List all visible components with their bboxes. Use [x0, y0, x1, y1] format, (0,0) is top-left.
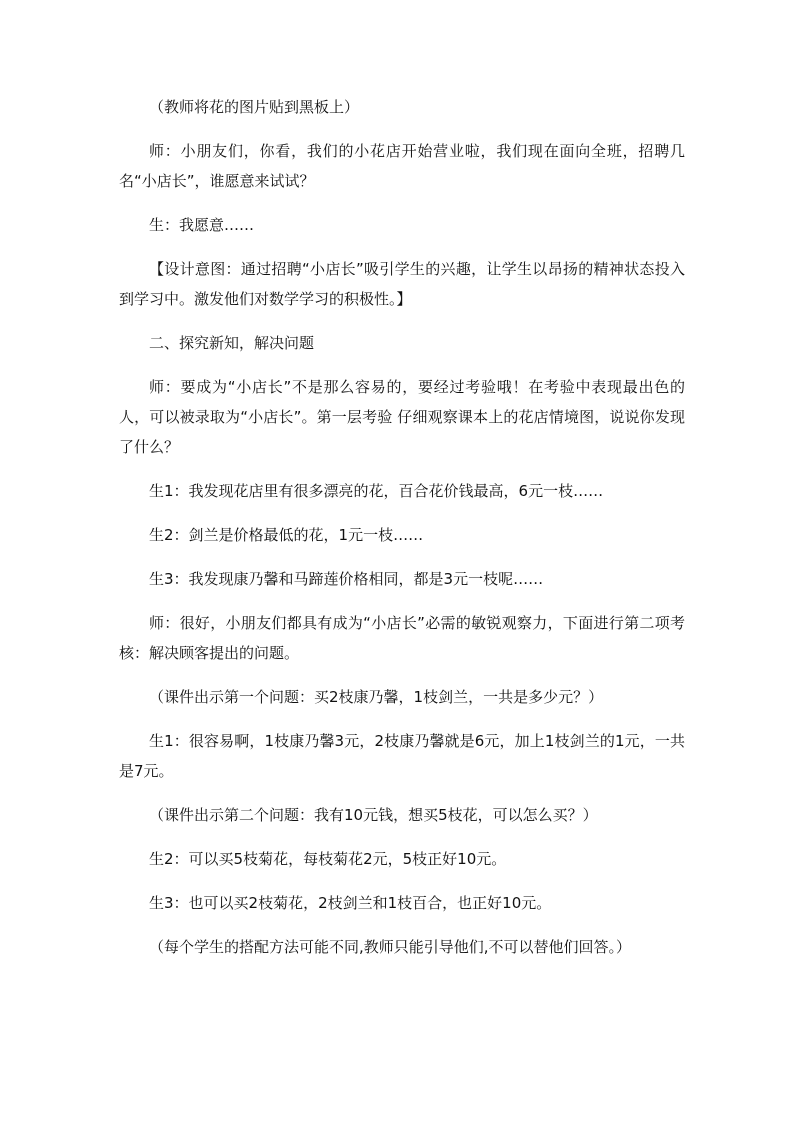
paragraph-design-intent: 【设计意图：通过招聘“小店长”吸引学生的兴趣，让学生以昂扬的精神状态投入到学习中。激发他们对数学学习的积极性。】 [119, 260, 685, 308]
paragraph-student1-lily: 生1：我发现花店里有很多漂亮的花，百合花价钱最高，6元一枝…… [149, 482, 604, 500]
section-heading-explore: 二、探究新知，解决问题 [149, 334, 315, 352]
paragraph-student2-gladiolus: 生2：剑兰是价格最低的花，1元一枝…… [149, 526, 424, 544]
paragraph-teacher-note: （每个学生的搭配方法可能不同,教师只能引导他们,不可以替他们回答。） [149, 938, 632, 956]
document-page [119, 92, 685, 976]
paragraph-student-willing: 生：我愿意…… [149, 216, 255, 234]
paragraph-student1-answer: 生1：很容易啊，1枝康乃馨3元，2枝康乃馨就是6元，加上1枝剑兰的1元，一共是7元。 [119, 732, 685, 780]
paragraph-student2-answer: 生2：可以买5枝菊花，每枝菊花2元，5枝正好10元。 [149, 850, 507, 868]
paragraph-student3-carnation: 生3：我发现康乃馨和马蹄莲价格相同，都是3元一枝呢…… [149, 570, 544, 588]
paragraph-teacher-first-test: 师：要成为“小店长”不是那么容易的，要经过考验哦！在考验中表现最出色的人，可以被录取为“小店长”。第一层考验 仔细观察课本上的花店情境图，说说你发现了什么？ [119, 378, 685, 456]
paragraph-question-two: （课件出示第二个问题：我有10元钱，想买5枝花，可以怎么买？） [149, 806, 598, 824]
paragraph-teacher-second-test: 师：很好，小朋友们都具有成为“小店长”必需的敏锐观察力，下面进行第二项考核：解决顾客提出的问题。 [119, 614, 685, 662]
paragraph-question-one: （课件出示第一个问题：买2枝康乃馨，1枝剑兰，一共是多少元？） [149, 688, 604, 706]
paragraph-student3-answer: 生3：也可以买2枝菊花，2枝剑兰和1枝百合，也正好10元。 [149, 894, 552, 912]
paragraph-teacher-action: （教师将花的图片贴到黑板上） [149, 98, 360, 116]
paragraph-teacher-recruit: 师：小朋友们，你看，我们的小花店开始营业啦，我们现在面向全班，招聘几名“小店长”，谁愿意来试试？ [119, 142, 685, 190]
